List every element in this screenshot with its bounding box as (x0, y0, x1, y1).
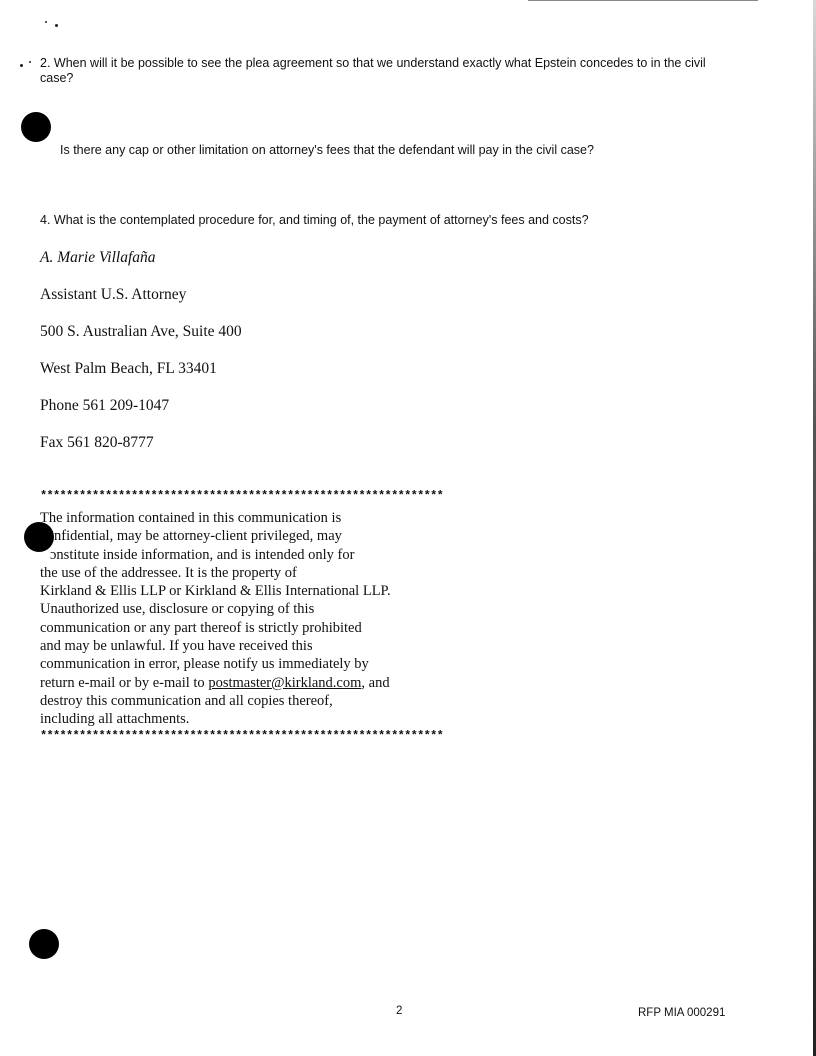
question-2-number: 2. (40, 56, 51, 70)
question-2-line-1: When will it be possible to see the plea agreement so that we understand exactly what Epstein concedes to in the civil (53, 56, 706, 70)
disclaimer-line: destroy this communication and all copies thereof, (40, 692, 333, 709)
disclaimer-line: Unauthorized use, disclosure or copying of this (40, 601, 315, 618)
disclaimer-line: The information contained in this communication is (40, 510, 342, 526)
question-2 (40, 56, 770, 86)
signature-fax: Fax 561 820-8777 (40, 434, 154, 451)
scan-top-edge (528, 0, 758, 1)
disclaimer-email-prefix: return e-mail or by e-mail to (40, 674, 209, 691)
punch-hole-top (21, 112, 51, 142)
disclaimer-line: including all attachments. (40, 711, 190, 728)
bates-number: RFP MIA 000291 (638, 1007, 726, 1019)
punch-hole-bottom (29, 929, 59, 959)
signature-title: Assistant U.S. Attorney (40, 286, 187, 303)
signature-city: West Palm Beach, FL 33401 (40, 360, 217, 377)
signature-phone: Phone 561 209-1047 (40, 397, 170, 414)
scan-speck (29, 61, 31, 63)
question-3: Is there any cap or other limitation on attorney's fees that the defendant will pay in the civil case? (60, 143, 594, 157)
disclaimer-border-top: ************************************************************** (40, 489, 444, 503)
scan-speck (20, 64, 23, 67)
disclaimer-line: Kirkland & Ellis LLP or Kirkland & Ellis International LLP. (40, 583, 391, 600)
postmaster-email-link[interactable]: postmaster@kirkland.com (208, 674, 362, 691)
disclaimer-line: the use of the addressee. It is the property of (40, 564, 297, 581)
disclaimer-line: nfidential, may be attorney-client privileged, may (54, 528, 342, 545)
question-4 (40, 213, 589, 228)
disclaimer-line: communication or any part thereof is strictly prohibited (40, 619, 362, 636)
disclaimer-line: ɔnstitute inside information, and is intended only for (50, 546, 355, 563)
disclaimer-line-email (40, 674, 391, 692)
page-number: 2 (396, 1005, 403, 1017)
disclaimer-body (40, 509, 391, 729)
disclaimer-line: communication in error, please notify us immediately by (40, 656, 369, 673)
scan-speck (55, 24, 58, 27)
disclaimer-email-suffix: , and (361, 674, 390, 691)
disclaimer-line: and may be unlawful. If you have received this (40, 638, 313, 655)
question-4-text: What is the contemplated procedure for, and timing of, the payment of attorney's fees and costs? (53, 213, 589, 227)
scan-speck (45, 21, 47, 23)
question-4-number: 4. (40, 213, 51, 227)
signature-address: 500 S. Australian Ave, Suite 400 (40, 323, 242, 340)
disclaimer-border-bottom: ************************************************************** (40, 729, 444, 743)
signature-name: A. Marie Villafaña (40, 249, 156, 266)
question-2-line-2: case? (40, 71, 74, 85)
